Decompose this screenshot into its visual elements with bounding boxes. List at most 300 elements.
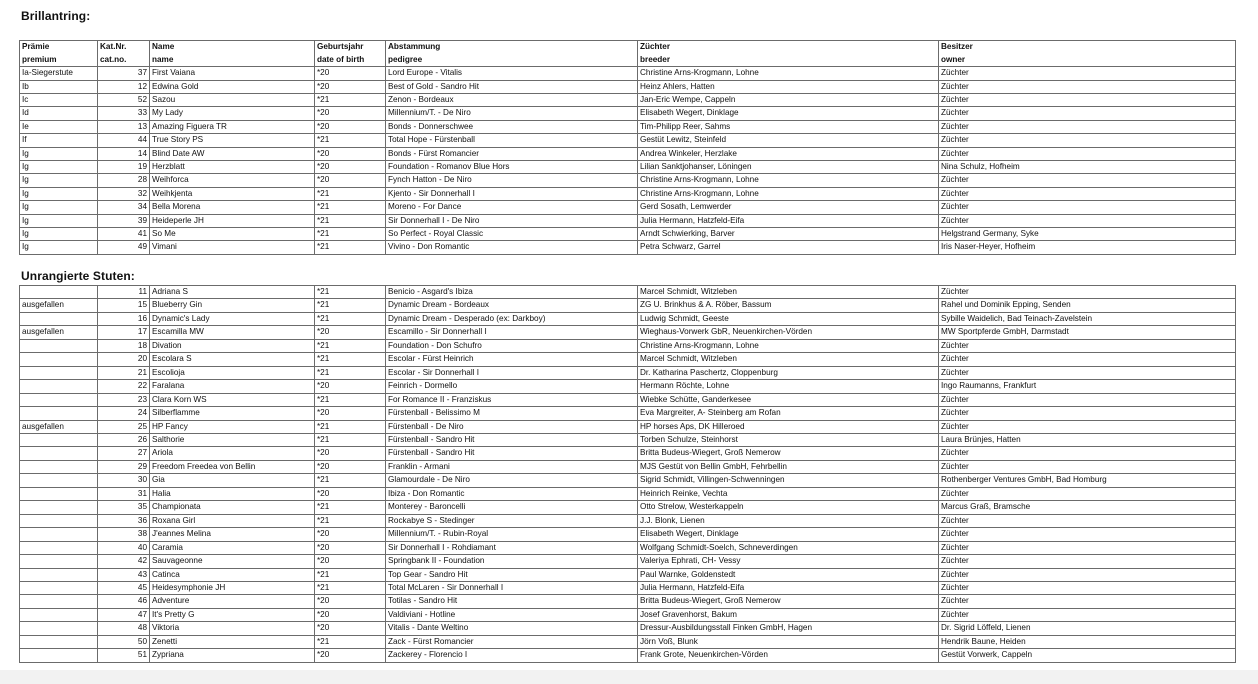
table-row <box>20 460 1236 473</box>
breeder-cell: Züchter <box>638 41 939 54</box>
catno-cell: 26 <box>98 433 150 446</box>
catno-cell: 11 <box>98 286 150 299</box>
birth-year-cell: *20 <box>315 380 386 393</box>
pedigree-cell: Escamillo - Sir Donnerhall I <box>386 326 638 339</box>
owner-cell: Züchter <box>939 107 1236 120</box>
owner-cell: Züchter <box>939 134 1236 147</box>
owner-cell: Züchter <box>939 201 1236 214</box>
premium-cell: ausgefallen <box>20 326 98 339</box>
pedigree-cell: Fürstenball - Belissimo M <box>386 407 638 420</box>
owner-cell: Züchter <box>939 214 1236 227</box>
table-row <box>20 67 1236 80</box>
premium-cell <box>20 312 98 325</box>
birth-year-cell: *21 <box>315 312 386 325</box>
table-row <box>20 174 1236 187</box>
catno-cell: 23 <box>98 393 150 406</box>
table-row <box>20 581 1236 594</box>
pedigree-cell: Best of Gold - Sandro Hit <box>386 80 638 93</box>
premium-cell: If <box>20 134 98 147</box>
breeder-cell: Jan-Eric Wempe, Cappeln <box>638 94 939 107</box>
name-cell: Viktoria <box>150 622 315 635</box>
owner-cell: Züchter <box>939 487 1236 500</box>
pedigree-cell: Zackerey - Florencio I <box>386 649 638 662</box>
owner-cell: Züchter <box>939 514 1236 527</box>
birth-year-cell: *20 <box>315 80 386 93</box>
birth-year-cell: *21 <box>315 501 386 514</box>
name-cell: Herzblatt <box>150 161 315 174</box>
premium-cell: Ib <box>20 80 98 93</box>
catno-cell: 46 <box>98 595 150 608</box>
breeder-cell: breeder <box>638 54 939 67</box>
premium-cell <box>20 487 98 500</box>
name-cell: Heideperle JH <box>150 214 315 227</box>
catno-cell: 37 <box>98 67 150 80</box>
premium-cell: Prämie <box>20 41 98 54</box>
breeder-cell: Arndt Schwierking, Barver <box>638 228 939 241</box>
catno-cell: 14 <box>98 147 150 160</box>
breeder-cell: Wieghaus-Vorwerk GbR, Neuenkirchen-Vörden <box>638 326 939 339</box>
breeder-cell: Julia Hermann, Hatzfeld-Eifa <box>638 581 939 594</box>
owner-cell: Rothenberger Ventures GmbH, Bad Homburg <box>939 474 1236 487</box>
owner-cell: Züchter <box>939 80 1236 93</box>
birth-year-cell: *20 <box>315 147 386 160</box>
brillantring-table <box>19 40 1236 255</box>
name-cell: It's Pretty G <box>150 608 315 621</box>
pedigree-cell: Dynamic Dream - Bordeaux <box>386 299 638 312</box>
pedigree-cell: Totilas - Sandro Hit <box>386 595 638 608</box>
table-header-row-en <box>20 54 1236 67</box>
catno-cell: 42 <box>98 555 150 568</box>
breeder-cell: Gerd Sosath, Lemwerder <box>638 201 939 214</box>
table-row <box>20 568 1236 581</box>
premium-cell <box>20 568 98 581</box>
catno-cell: 12 <box>98 80 150 93</box>
premium-cell: Ig <box>20 161 98 174</box>
pedigree-cell: Bonds - Fürst Romancier <box>386 147 638 160</box>
name-cell: Weihforca <box>150 174 315 187</box>
birth-year-cell: *21 <box>315 339 386 352</box>
pedigree-cell: Sir Donnerhall I - De Niro <box>386 214 638 227</box>
owner-cell: Züchter <box>939 353 1236 366</box>
pedigree-cell: Millennium/T. - De Niro <box>386 107 638 120</box>
breeder-cell: Paul Warnke, Goldenstedt <box>638 568 939 581</box>
birth-year-cell: *21 <box>315 94 386 107</box>
name-cell: Catinca <box>150 568 315 581</box>
name-cell: Freedom Freedea von Bellin <box>150 460 315 473</box>
owner-cell: Züchter <box>939 187 1236 200</box>
name-cell: Weihkjenta <box>150 187 315 200</box>
catno-cell: 29 <box>98 460 150 473</box>
birth-year-cell: *21 <box>315 228 386 241</box>
pedigree-cell: So Perfect - Royal Classic <box>386 228 638 241</box>
table-row <box>20 622 1236 635</box>
catno-cell: 13 <box>98 120 150 133</box>
name-cell: Name <box>150 41 315 54</box>
pedigree-cell: Franklin - Armani <box>386 460 638 473</box>
pedigree-cell: Vivino - Don Romantic <box>386 241 638 254</box>
birth-year-cell: Geburtsjahr <box>315 41 386 54</box>
birth-year-cell: *21 <box>315 581 386 594</box>
table-row <box>20 380 1236 393</box>
table-row <box>20 286 1236 299</box>
name-cell: Heidesymphonie JH <box>150 581 315 594</box>
owner-cell: Züchter <box>939 286 1236 299</box>
pedigree-cell: Ibiza - Don Romantic <box>386 487 638 500</box>
breeder-cell: Otto Strelow, Westerkappeln <box>638 501 939 514</box>
catno-cell: 36 <box>98 514 150 527</box>
pedigree-cell: Bonds - Donnerschwee <box>386 120 638 133</box>
pedigree-cell: Kjento - Sir Donnerhall I <box>386 187 638 200</box>
pedigree-cell: Fürstenball - De Niro <box>386 420 638 433</box>
table-row <box>20 339 1236 352</box>
birth-year-cell: *20 <box>315 161 386 174</box>
section-title-brillantring: Brillantring: <box>21 9 91 23</box>
breeder-cell: Petra Schwarz, Garrel <box>638 241 939 254</box>
breeder-cell: Ludwig Schmidt, Geeste <box>638 312 939 325</box>
owner-cell: Züchter <box>939 147 1236 160</box>
catno-cell: 17 <box>98 326 150 339</box>
table-row <box>20 312 1236 325</box>
birth-year-cell: *20 <box>315 528 386 541</box>
name-cell: Vimani <box>150 241 315 254</box>
birth-year-cell: *21 <box>315 286 386 299</box>
pedigree-cell: Zack - Fürst Romancier <box>386 635 638 648</box>
premium-cell <box>20 501 98 514</box>
birth-year-cell: *20 <box>315 487 386 500</box>
pedigree-cell: Top Gear - Sandro Hit <box>386 568 638 581</box>
premium-cell <box>20 407 98 420</box>
table-row <box>20 541 1236 554</box>
name-cell: Adriana S <box>150 286 315 299</box>
pedigree-cell: Springbank II - Foundation <box>386 555 638 568</box>
catno-cell: 25 <box>98 420 150 433</box>
breeder-cell: Britta Budeus-Wiegert, Groß Nemerow <box>638 447 939 460</box>
pedigree-cell: Abstammung <box>386 41 638 54</box>
catno-cell: 24 <box>98 407 150 420</box>
table-row <box>20 447 1236 460</box>
owner-cell: Züchter <box>939 94 1236 107</box>
table-row <box>20 501 1236 514</box>
owner-cell: Züchter <box>939 67 1236 80</box>
owner-cell: Gestüt Vorwerk, Cappeln <box>939 649 1236 662</box>
owner-cell: Nina Schulz, Hofheim <box>939 161 1236 174</box>
breeder-cell: Elisabeth Wegert, Dinklage <box>638 528 939 541</box>
birth-year-cell: *21 <box>315 134 386 147</box>
birth-year-cell: *20 <box>315 120 386 133</box>
premium-cell: Id <box>20 107 98 120</box>
catno-cell: 38 <box>98 528 150 541</box>
name-cell: Blueberry Gin <box>150 299 315 312</box>
name-cell: Clara Korn WS <box>150 393 315 406</box>
breeder-cell: MJS Gestüt von Bellin GmbH, Fehrbellin <box>638 460 939 473</box>
breeder-cell: Andrea Winkeler, Herzlake <box>638 147 939 160</box>
pedigree-cell: Lord Europe - Vitalis <box>386 67 638 80</box>
breeder-cell: J.J. Blonk, Lienen <box>638 514 939 527</box>
catno-cell: 16 <box>98 312 150 325</box>
breeder-cell: Tim-Philipp Reer, Sahms <box>638 120 939 133</box>
owner-cell: MW Sportpferde GmbH, Darmstadt <box>939 326 1236 339</box>
birth-year-cell: *21 <box>315 433 386 446</box>
name-cell: Salthorie <box>150 433 315 446</box>
breeder-cell: Marcel Schmidt, Witzleben <box>638 286 939 299</box>
table-row <box>20 107 1236 120</box>
breeder-cell: Hermann Röchte, Lohne <box>638 380 939 393</box>
name-cell: First Vaiana <box>150 67 315 80</box>
breeder-cell: ZG U. Brinkhus & A. Röber, Bassum <box>638 299 939 312</box>
catno-cell: 18 <box>98 339 150 352</box>
owner-cell: Marcus Graß, Bramsche <box>939 501 1236 514</box>
table-row <box>20 487 1236 500</box>
breeder-cell: Dr. Katharina Paschertz, Cloppenburg <box>638 366 939 379</box>
premium-cell <box>20 286 98 299</box>
owner-cell: Besitzer <box>939 41 1236 54</box>
birth-year-cell: *21 <box>315 366 386 379</box>
pedigree-cell: Total McLaren - Sir Donnerhall I <box>386 581 638 594</box>
pedigree-cell: Vitalis - Dante Weltino <box>386 622 638 635</box>
catno-cell: 21 <box>98 366 150 379</box>
pedigree-cell: For Romance II - Franziskus <box>386 393 638 406</box>
premium-cell <box>20 366 98 379</box>
pedigree-cell: Sir Donnerhall I - Rohdiamant <box>386 541 638 554</box>
birth-year-cell: *20 <box>315 447 386 460</box>
owner-cell: Sybille Waidelich, Bad Teinach-Zavelstein <box>939 312 1236 325</box>
breeder-cell: Lilian Sanktjohanser, Löningen <box>638 161 939 174</box>
birth-year-cell: *21 <box>315 474 386 487</box>
catno-cell: 43 <box>98 568 150 581</box>
name-cell: Dynamic's Lady <box>150 312 315 325</box>
catno-cell: 44 <box>98 134 150 147</box>
catno-cell: 28 <box>98 174 150 187</box>
birth-year-cell: *21 <box>315 514 386 527</box>
catno-cell: 30 <box>98 474 150 487</box>
pedigree-cell: Moreno - For Dance <box>386 201 638 214</box>
catno-cell: Kat.Nr. <box>98 41 150 54</box>
name-cell: Caramia <box>150 541 315 554</box>
owner-cell: Iris Naser-Heyer, Hofheim <box>939 241 1236 254</box>
table-row <box>20 514 1236 527</box>
premium-cell <box>20 595 98 608</box>
owner-cell: Züchter <box>939 393 1236 406</box>
table-row <box>20 407 1236 420</box>
catno-cell: 50 <box>98 635 150 648</box>
owner-cell: Züchter <box>939 366 1236 379</box>
name-cell: So Me <box>150 228 315 241</box>
owner-cell: Züchter <box>939 420 1236 433</box>
premium-cell <box>20 447 98 460</box>
catno-cell: 52 <box>98 94 150 107</box>
pedigree-cell: Escolar - Sir Donnerhall I <box>386 366 638 379</box>
catno-cell: 47 <box>98 608 150 621</box>
owner-cell: Züchter <box>939 407 1236 420</box>
catno-cell: cat.no. <box>98 54 150 67</box>
premium-cell <box>20 622 98 635</box>
name-cell: Faralana <box>150 380 315 393</box>
name-cell: Amazing Figuera TR <box>150 120 315 133</box>
owner-cell: Züchter <box>939 608 1236 621</box>
premium-cell <box>20 635 98 648</box>
premium-cell <box>20 380 98 393</box>
pedigree-cell: Valdiviani - Hotline <box>386 608 638 621</box>
catno-cell: 22 <box>98 380 150 393</box>
premium-cell: Ig <box>20 147 98 160</box>
premium-cell <box>20 474 98 487</box>
catno-cell: 51 <box>98 649 150 662</box>
breeder-cell: Wiebke Schütte, Ganderkesee <box>638 393 939 406</box>
birth-year-cell: date of birth <box>315 54 386 67</box>
name-cell: Zenetti <box>150 635 315 648</box>
name-cell: Blind Date AW <box>150 147 315 160</box>
table-header-row-de <box>20 41 1236 54</box>
name-cell: My Lady <box>150 107 315 120</box>
breeder-cell: Britta Budeus-Wiegert, Groß Nemerow <box>638 595 939 608</box>
pedigree-cell: Total Hope - Fürstenball <box>386 134 638 147</box>
birth-year-cell: *20 <box>315 608 386 621</box>
catno-cell: 40 <box>98 541 150 554</box>
name-cell: Championata <box>150 501 315 514</box>
catno-cell: 33 <box>98 107 150 120</box>
birth-year-cell: *20 <box>315 622 386 635</box>
birth-year-cell: *21 <box>315 299 386 312</box>
breeder-cell: Dressur-Ausbildungsstall Finken GmbH, Hagen <box>638 622 939 635</box>
name-cell: Adventure <box>150 595 315 608</box>
birth-year-cell: *21 <box>315 568 386 581</box>
birth-year-cell: *20 <box>315 541 386 554</box>
pedigree-cell: pedigree <box>386 54 638 67</box>
catno-cell: 41 <box>98 228 150 241</box>
name-cell: Edwina Gold <box>150 80 315 93</box>
table-row <box>20 635 1236 648</box>
birth-year-cell: *21 <box>315 201 386 214</box>
premium-cell <box>20 433 98 446</box>
breeder-cell: Christine Arns-Krogmann, Lohne <box>638 174 939 187</box>
catno-cell: 39 <box>98 214 150 227</box>
owner-cell: owner <box>939 54 1236 67</box>
breeder-cell: Josef Gravenhorst, Bakum <box>638 608 939 621</box>
name-cell: Escolioja <box>150 366 315 379</box>
premium-cell: Ig <box>20 228 98 241</box>
catno-cell: 15 <box>98 299 150 312</box>
breeder-cell: Gestüt Lewitz, Steinfeld <box>638 134 939 147</box>
table-row <box>20 366 1236 379</box>
pedigree-cell: Millennium/T. - Rubin-Royal <box>386 528 638 541</box>
breeder-cell: Torben Schulze, Steinhorst <box>638 433 939 446</box>
name-cell: True Story PS <box>150 134 315 147</box>
pedigree-cell: Fürstenball - Sandro Hit <box>386 433 638 446</box>
catno-cell: 19 <box>98 161 150 174</box>
table-row <box>20 147 1236 160</box>
owner-cell: Laura Brünjes, Hatten <box>939 433 1236 446</box>
table-row <box>20 326 1236 339</box>
table-row <box>20 420 1236 433</box>
birth-year-cell: *20 <box>315 595 386 608</box>
birth-year-cell: *20 <box>315 326 386 339</box>
breeder-cell: Marcel Schmidt, Witzleben <box>638 353 939 366</box>
pedigree-cell: Glamourdale - De Niro <box>386 474 638 487</box>
owner-cell: Züchter <box>939 120 1236 133</box>
premium-cell <box>20 353 98 366</box>
birth-year-cell: *21 <box>315 187 386 200</box>
table-row <box>20 134 1236 147</box>
table-row <box>20 433 1236 446</box>
premium-cell <box>20 541 98 554</box>
premium-cell <box>20 514 98 527</box>
table-row <box>20 80 1236 93</box>
birth-year-cell: *21 <box>315 353 386 366</box>
table-row <box>20 649 1236 662</box>
catno-cell: 45 <box>98 581 150 594</box>
birth-year-cell: *21 <box>315 420 386 433</box>
premium-cell <box>20 649 98 662</box>
owner-cell: Züchter <box>939 447 1236 460</box>
premium-cell: Ic <box>20 94 98 107</box>
premium-cell: Ig <box>20 201 98 214</box>
birth-year-cell: *20 <box>315 107 386 120</box>
premium-cell <box>20 581 98 594</box>
name-cell: Silberflamme <box>150 407 315 420</box>
pedigree-cell: Zenon - Bordeaux <box>386 94 638 107</box>
name-cell: Sauvageonne <box>150 555 315 568</box>
table-row <box>20 528 1236 541</box>
owner-cell: Ingo Raumanns, Frankfurt <box>939 380 1236 393</box>
owner-cell: Züchter <box>939 541 1236 554</box>
name-cell: Bella Morena <box>150 201 315 214</box>
pedigree-cell: Feinrich - Dormello <box>386 380 638 393</box>
breeder-cell: Sigrid Schmidt, Villingen-Schwenningen <box>638 474 939 487</box>
owner-cell: Rahel und Dominik Epping, Senden <box>939 299 1236 312</box>
owner-cell: Hendrik Baune, Heiden <box>939 635 1236 648</box>
pedigree-cell: Benicio - Asgard's Ibiza <box>386 286 638 299</box>
table-row <box>20 299 1236 312</box>
catno-cell: 27 <box>98 447 150 460</box>
premium-cell <box>20 393 98 406</box>
name-cell: name <box>150 54 315 67</box>
premium-cell: Ig <box>20 174 98 187</box>
birth-year-cell: *20 <box>315 67 386 80</box>
birth-year-cell: *21 <box>315 214 386 227</box>
name-cell: J'eannes Melina <box>150 528 315 541</box>
breeder-cell: Heinz Ahlers, Hatten <box>638 80 939 93</box>
breeder-cell: Eva Margreiter, A- Steinberg am Rofan <box>638 407 939 420</box>
premium-cell <box>20 460 98 473</box>
table-row <box>20 393 1236 406</box>
catno-cell: 31 <box>98 487 150 500</box>
premium-cell <box>20 555 98 568</box>
breeder-cell: HP horses Aps, DK Hilleroed <box>638 420 939 433</box>
table-row <box>20 353 1236 366</box>
breeder-cell: Frank Grote, Neuenkirchen-Vörden <box>638 649 939 662</box>
premium-cell: Ig <box>20 187 98 200</box>
catno-cell: 32 <box>98 187 150 200</box>
catno-cell: 20 <box>98 353 150 366</box>
name-cell: Zypriana <box>150 649 315 662</box>
pedigree-cell: Escolar - Fürst Heinrich <box>386 353 638 366</box>
owner-cell: Züchter <box>939 528 1236 541</box>
table-row <box>20 201 1236 214</box>
birth-year-cell: *20 <box>315 460 386 473</box>
table-row <box>20 228 1236 241</box>
name-cell: Sazou <box>150 94 315 107</box>
name-cell: Gia <box>150 474 315 487</box>
breeder-cell: Christine Arns-Krogmann, Lohne <box>638 67 939 80</box>
table-row <box>20 241 1236 254</box>
table-row <box>20 187 1236 200</box>
birth-year-cell: *20 <box>315 174 386 187</box>
table-row <box>20 120 1236 133</box>
premium-cell <box>20 528 98 541</box>
birth-year-cell: *20 <box>315 649 386 662</box>
owner-cell: Züchter <box>939 174 1236 187</box>
unrangierte-stuten-table <box>19 285 1236 663</box>
